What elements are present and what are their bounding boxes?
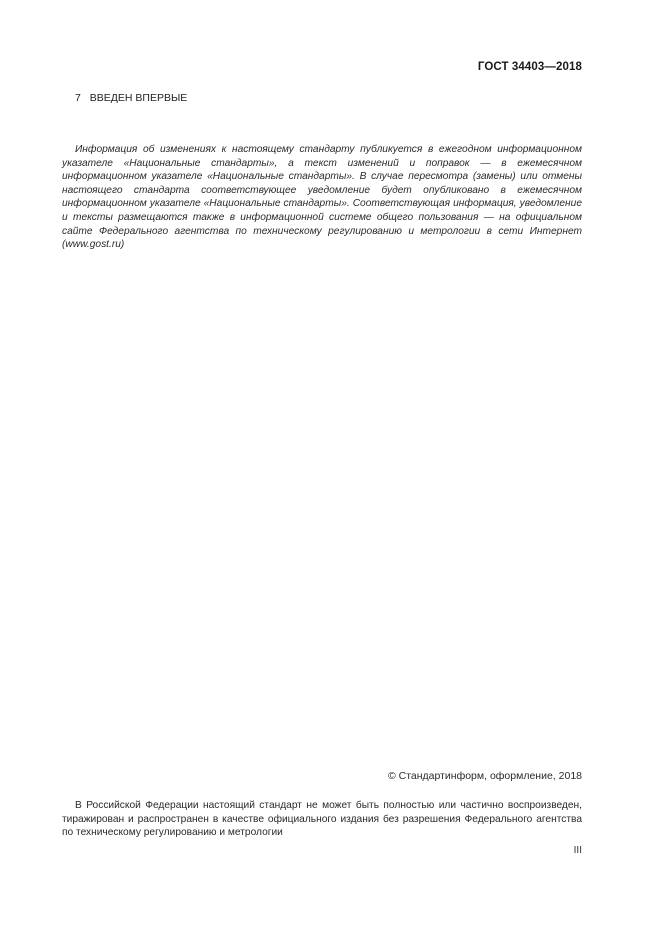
page-number: III bbox=[573, 845, 582, 856]
amendments-info-paragraph: Информация об изменениях к настоящему стандарту публикуется в ежегодном информационном указателе «Национальные стандарты», а текст изменений и поправок — в ежемесячном информационном указателе «Национальные стандарты». В случае пересмотра (замены) или отмены настоящего стандарта соответствующее уведомление будет опубликовано в ежемесячном информационном указателе «Национальные стандарты». Соответствующая информация, уведомление и тексты размещаются также в информационной системе общего пользования — на официальном сайте Федерального агентства по техническому регулированию и метрологии в сети Интернет (www.gost.ru) bbox=[62, 144, 582, 251]
section-text: ВВЕДЕН ВПЕРВЫЕ bbox=[89, 92, 188, 104]
copyright-notice: © Стандартинформ, оформление, 2018 bbox=[387, 770, 582, 782]
section-item-introduced bbox=[75, 92, 187, 104]
section-number: 7 bbox=[75, 92, 81, 104]
reproduction-legal-notice: В Российской Федерации настоящий стандарт не может быть полностью или частично воспроизведен, тиражирован и распространен в качестве официального издания без разрешения Федерального агентства по техническому регулированию и метрологии bbox=[62, 800, 582, 839]
standard-code-header: ГОСТ 34403—2018 bbox=[477, 61, 582, 73]
